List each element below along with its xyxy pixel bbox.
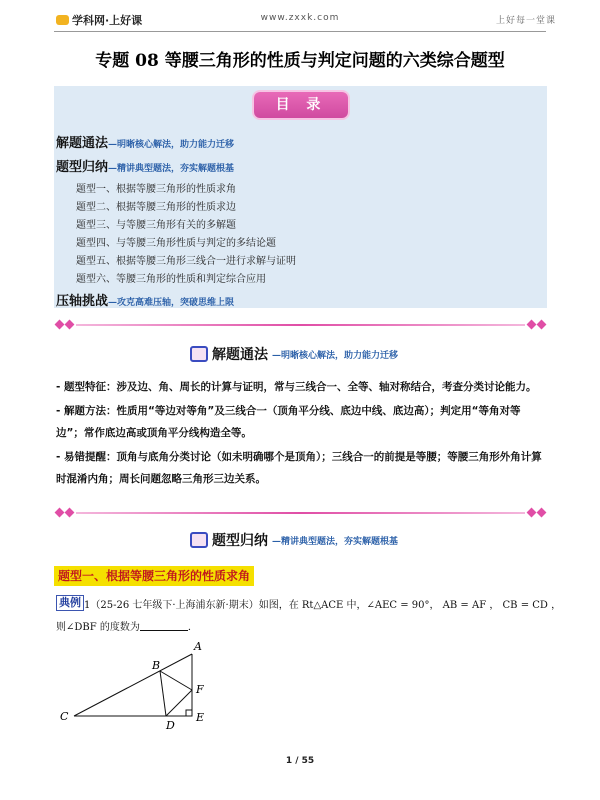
method-section-header xyxy=(190,344,398,364)
label-A: A xyxy=(194,640,202,653)
segment-DF xyxy=(166,690,192,716)
label-F: F xyxy=(196,683,204,696)
toc-section-types[interactable] xyxy=(56,156,234,175)
method-paragraph-2: - 解题方法：性质用“等边对等角”及三线合一（顶角平分线、底边中线、底边高）；判定用“等角对等边”；常作底边高或顶角平分线构造全等。 xyxy=(56,405,521,439)
question-text: 则∠DBF 的度数为 xyxy=(56,622,140,633)
section-subtitle: —精讲典型题法，夯实解题根基 xyxy=(272,536,399,547)
logo-text: 学科网·上好课 xyxy=(72,14,143,27)
right-angle-mark xyxy=(186,710,192,716)
document-title: 专题 08 等腰三角形的性质与判定问题的六类综合题型 xyxy=(95,51,505,71)
segment-BD xyxy=(160,671,166,716)
answer-blank[interactable] xyxy=(140,620,188,631)
toc-item-3[interactable]: 题型三、与等腰三角形有关的多解题 xyxy=(76,220,236,231)
label-E: E xyxy=(196,711,205,724)
toc-item-1[interactable]: 题型一、根据等腰三角形的性质求角 xyxy=(76,184,236,195)
section-divider xyxy=(54,320,547,330)
site-url: www.zxxk.com xyxy=(260,13,340,23)
example-tag: 典例 xyxy=(56,595,84,611)
toc-section-subtitle: —攻克高难压轴，突破思维上限 xyxy=(108,298,235,308)
segment-BF xyxy=(160,671,192,690)
toc-badge: 目 录 xyxy=(254,92,348,118)
section-title: 题型归纳 xyxy=(212,533,268,549)
toc-section-title: 解题通法 xyxy=(56,136,109,151)
toc-section-title: 压轴挑战 xyxy=(56,294,109,309)
header-divider xyxy=(54,31,546,32)
method-paragraph-3: - 易错提醒：顶角与底角分类讨论（如未明确哪个是顶角）；三线合一的前提是等腰；等腰三角形外角计算时混淆内角；周长问题忽略三角形三边关系。 xyxy=(56,451,542,485)
header-slogan: 上好每一堂课 xyxy=(495,16,556,26)
example-question-line1: 1（25-26 七年级下·上海浦东新·期末）如图，在 Rt△ACE 中，∠AEC = 90°， AB = AF ， CB = CD ， xyxy=(84,600,562,611)
toc-item-2[interactable]: 题型二、根据等腰三角形的性质求边 xyxy=(76,202,236,213)
toc-item-5[interactable]: 题型五、根据等腰三角形三线合一进行求解与证明 xyxy=(76,256,296,267)
method-paragraph-1: - 题型特征：涉及边、角、周长的计算与证明，常与三线合一、全等、轴对称结合，考查分类讨论能力。 xyxy=(56,381,537,393)
toc-item-4[interactable]: 题型四、与等腰三角形性质与判定的多结论题 xyxy=(76,238,276,249)
toc-section-subtitle: —精讲典型题法，夯实解题根基 xyxy=(108,164,235,174)
edge-CA xyxy=(74,654,192,716)
question-text-end: ． xyxy=(187,622,198,633)
label-C: C xyxy=(60,710,69,723)
label-D: D xyxy=(166,719,175,732)
type-one-heading: 题型一、根据等腰三角形的性质求角 xyxy=(54,566,254,586)
edit-icon xyxy=(190,346,208,362)
section-title: 解题通法 xyxy=(212,347,268,363)
section-divider xyxy=(54,508,547,518)
toc-section-title: 题型归纳 xyxy=(56,160,109,175)
toc-item-6[interactable]: 题型六、等腰三角形的性质和判定综合应用 xyxy=(76,274,266,285)
example-question-line2 xyxy=(56,618,198,633)
types-section-header xyxy=(190,530,398,550)
toc-section-challenge[interactable] xyxy=(56,290,234,309)
toc-section-method[interactable] xyxy=(56,132,234,151)
section-subtitle: —明晰核心解法，助力能力迁移 xyxy=(272,350,399,361)
triangle-figure xyxy=(56,640,216,732)
label-B: B xyxy=(152,659,161,672)
edit-icon xyxy=(190,532,208,548)
toc-section-subtitle: —明晰核心解法，助力能力迁移 xyxy=(108,140,235,150)
page-number: 1 / 55 xyxy=(285,756,315,766)
